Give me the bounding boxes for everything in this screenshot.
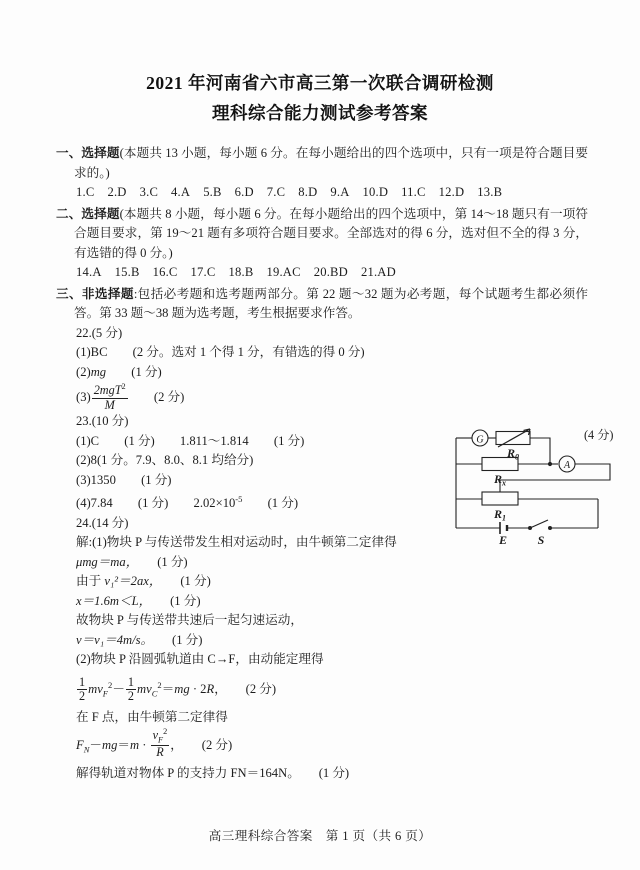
equation-term: mg [102,737,118,752]
equation-score: (1 分) [170,593,201,608]
answer-item: 10.D [362,185,389,199]
answer-item: 6.D [234,185,254,199]
q24-part-2-result [56,764,588,784]
answer-item: 16.C [152,265,178,279]
q23-part-4-exponent: -5 [235,494,243,504]
equation-subscript: F [102,688,109,699]
q24-part-1-equation-1 [56,553,588,573]
fraction-v-squared-over-r [151,728,170,760]
fraction-numerator-exponent: 2 [121,382,126,392]
section-2 [56,205,588,283]
equation-term: F [76,737,84,752]
wire-ammeter-return [500,464,610,492]
section-3-heading: 三、非选择题 [56,286,134,301]
variable-resistor-label: $R_0$ [506,446,520,462]
q24-part-1-equation-3 [56,592,588,612]
q24-part-1-text-2: 故物块 P 与传送带共速后一起匀速运动， [76,613,303,628]
equation-exponent: 2 [157,679,162,690]
q24-part-2-text: (2)物块 P 沿圆弧轨道由 C→F，由动能定理得 [76,652,324,667]
equation-text: v＝v₁＝4m/s。 [76,632,147,647]
section-1-answers [56,183,588,203]
equation-score: (1 分) [172,632,203,647]
fraction-one-half [126,676,136,703]
answer-item: 9.A [330,185,350,199]
q23-part-4-mantissa: 2.02×10 [193,496,236,511]
q24-part-2-equation-1 [56,670,588,709]
q23-part-3-answer: (3)1350 [76,472,116,487]
fraction-denominator: 2 [79,689,86,704]
answer-item: 3.C [139,185,159,199]
equation-exponent: 2 [108,679,113,690]
q22-number: 22.(5 分) [76,325,123,340]
answer-item: 11.C [401,185,426,199]
section-1-heading: 一、选择题 [56,146,120,160]
wire-r0-to-node [530,438,550,464]
equation-operator: － [89,737,102,752]
circuit-diagram [438,424,628,546]
section-1-instructions-paragraph [56,144,588,183]
q22-part-2-label: (2) [76,364,91,379]
answer-item: 8.D [298,185,318,199]
q24-result-score: (1 分) [318,766,350,781]
fraction-denominator: R [151,745,170,759]
page-title [0,0,640,128]
answer-item: 13.B [477,185,503,199]
equation-operator: ＝ [117,737,130,752]
switch-blade [530,520,548,528]
equation-subscript: C [151,688,158,699]
equation-text: v₁²＝2ax， [104,574,156,589]
q22-part-1-score: (2 分。选对 1 个得 1 分，有错选的得 0 分) [132,345,365,359]
q23-part-2: (2)8(1 分。7.9、8.0、8.1 均给分) [76,453,254,467]
q22-part-2 [56,363,588,383]
section-2-instructions: (本题共 8 小题，每小题 6 分。在每小题给出的四个选项中，第 14～18 题只有一项符合题目要求，第 19～21 题有多项符合题目要求。全部选对的得 6 分，选对但不全的得 3 分，有选错的得 0 分。) [74,206,588,260]
section-1 [56,144,588,203]
q23-part-3-score: (1 分) [141,472,172,487]
equation-term: mg [174,681,190,696]
answer-item: 12.D [438,185,465,199]
q22-part-3-label: (3) [76,390,91,404]
q23-part-4-value [194,496,243,510]
q22-part-3-score: (2 分) [153,390,185,404]
section-2-heading: 二、选择题 [56,206,120,221]
equation-punct: ， [214,681,221,696]
q23-part-4-answer: (4)7.84 [76,496,113,511]
answer-item: 1.C [76,185,95,199]
resistor-rx-label: $R_x$ [493,472,507,488]
q23-part-1-value: 1.811～1.814 [179,433,249,448]
galvanometer-label: G [476,434,484,446]
fraction-one-half [77,676,87,703]
battery-label: E [498,533,508,546]
fraction-denominator: M [92,398,128,412]
q24-number: 24.(14 分) [76,515,129,530]
q23-part-1-score-2: (1 分) [273,433,305,448]
q24-part-1-text: 解:(1)物块 P 与传送带发生相对运动时，由牛顿第二定律得 [76,535,397,550]
q22-part-1 [56,343,588,363]
equation-score: (2 分) [201,737,233,752]
equation-term: R [206,681,215,696]
page-footer: 高三理科综合答案 第 1 页（共 6 页） [208,829,432,843]
section-3-instructions: :包括必考题和选考题两部分。第 22 题～32 题为必考题，每个试题考生都必须作答。第 33 题～38 题为选考题，考生根据要求作答。 [74,286,589,320]
equation-term: m [130,737,140,752]
answer-item: 5.B [203,185,222,199]
question-22 [56,324,588,413]
q23-part-1-score-1: (1 分) [124,433,155,448]
answer-item: 4.A [171,185,191,199]
resistor-r1-label: $R_1$ [493,507,507,523]
fraction-numerator-term: v [152,727,159,742]
answer-item: 19.AC [266,265,301,279]
answer-item: 15.B [114,265,140,279]
equation-subscript: N [83,744,90,755]
equation-prefix: 由于 [76,574,105,589]
equation-operator: · 2 [189,681,207,696]
answer-item: 20.BD [313,265,348,279]
answer-item: 18.B [228,265,254,279]
q23-part-4-score-1: (1 分) [137,496,169,511]
switch-label: S [537,533,545,546]
fraction-numerator-text: 2mgT [93,383,122,398]
equation-score: (1 分) [157,554,188,569]
answer-item: 21.AD [360,265,396,279]
equation-operator: － [112,681,125,696]
q24-result-text: 解得轨道对物体 P 的支持力 FN＝164N。 [76,766,294,781]
equation-text: x＝1.6m＜L， [76,593,145,608]
q22-part-3-fraction [92,383,128,411]
fraction-numerator-subscript: F [158,735,164,745]
title-line-1: 2021 年河南省六市高三第一次联合调研检测 [146,73,494,93]
section-3-instructions-paragraph [56,285,588,324]
fraction-numerator [92,383,128,397]
equation-term: mv [137,681,152,696]
q22-part-2-answer: mg [90,364,107,379]
ammeter-label: A [563,460,571,471]
equation-operator: · [139,737,150,752]
q24-part-2-text-2: 在 F 点，由牛顿第二定律得 [76,710,228,725]
section-1-instructions: (本题共 13 小题，每小题 6 分。在每小题给出的四个选项中，只有一项是符合题目要求的。) [74,146,589,180]
equation-score: (2 分) [245,681,277,696]
section-2-answers [56,263,588,283]
question-24 [56,514,588,784]
title-line-2: 理科综合能力测试参考答案 [212,103,428,123]
fraction-numerator: 1 [79,675,86,690]
q22-part-3 [56,382,588,412]
q22-part-1-answer: (1)BC [76,345,108,359]
q23-part-4-score-2: (1 分) [267,496,299,511]
answer-item: 14.A [76,265,102,279]
q23-number: 23.(10 分) [76,414,129,428]
q24-part-1-equation-2 [56,572,588,592]
equation-punct: ， [170,737,177,752]
q23-part-1-answer: (1)C [76,433,100,448]
q24-part-1-equation-4 [56,631,588,651]
circuit-diagram-score: (4 分) [584,428,614,442]
equation-text: μmg＝ma， [76,554,132,569]
section-2-instructions-paragraph [56,205,588,264]
fraction-numerator-exponent: 2 [163,726,168,736]
equation-term: mv [88,681,103,696]
q24-part-2-equation-2 [56,728,588,764]
fraction-numerator [151,728,170,745]
fraction-denominator: 2 [127,689,135,704]
answer-item: 2.D [107,185,127,199]
equation-score: (1 分) [180,574,211,589]
answer-item: 17.C [190,265,216,279]
fraction-numerator: 1 [127,675,135,690]
equation-operator: ＝ [161,681,175,696]
answer-item: 7.C [266,185,286,199]
q22-part-2-score: (1 分) [131,364,162,379]
resistor-r1-body [482,492,518,505]
